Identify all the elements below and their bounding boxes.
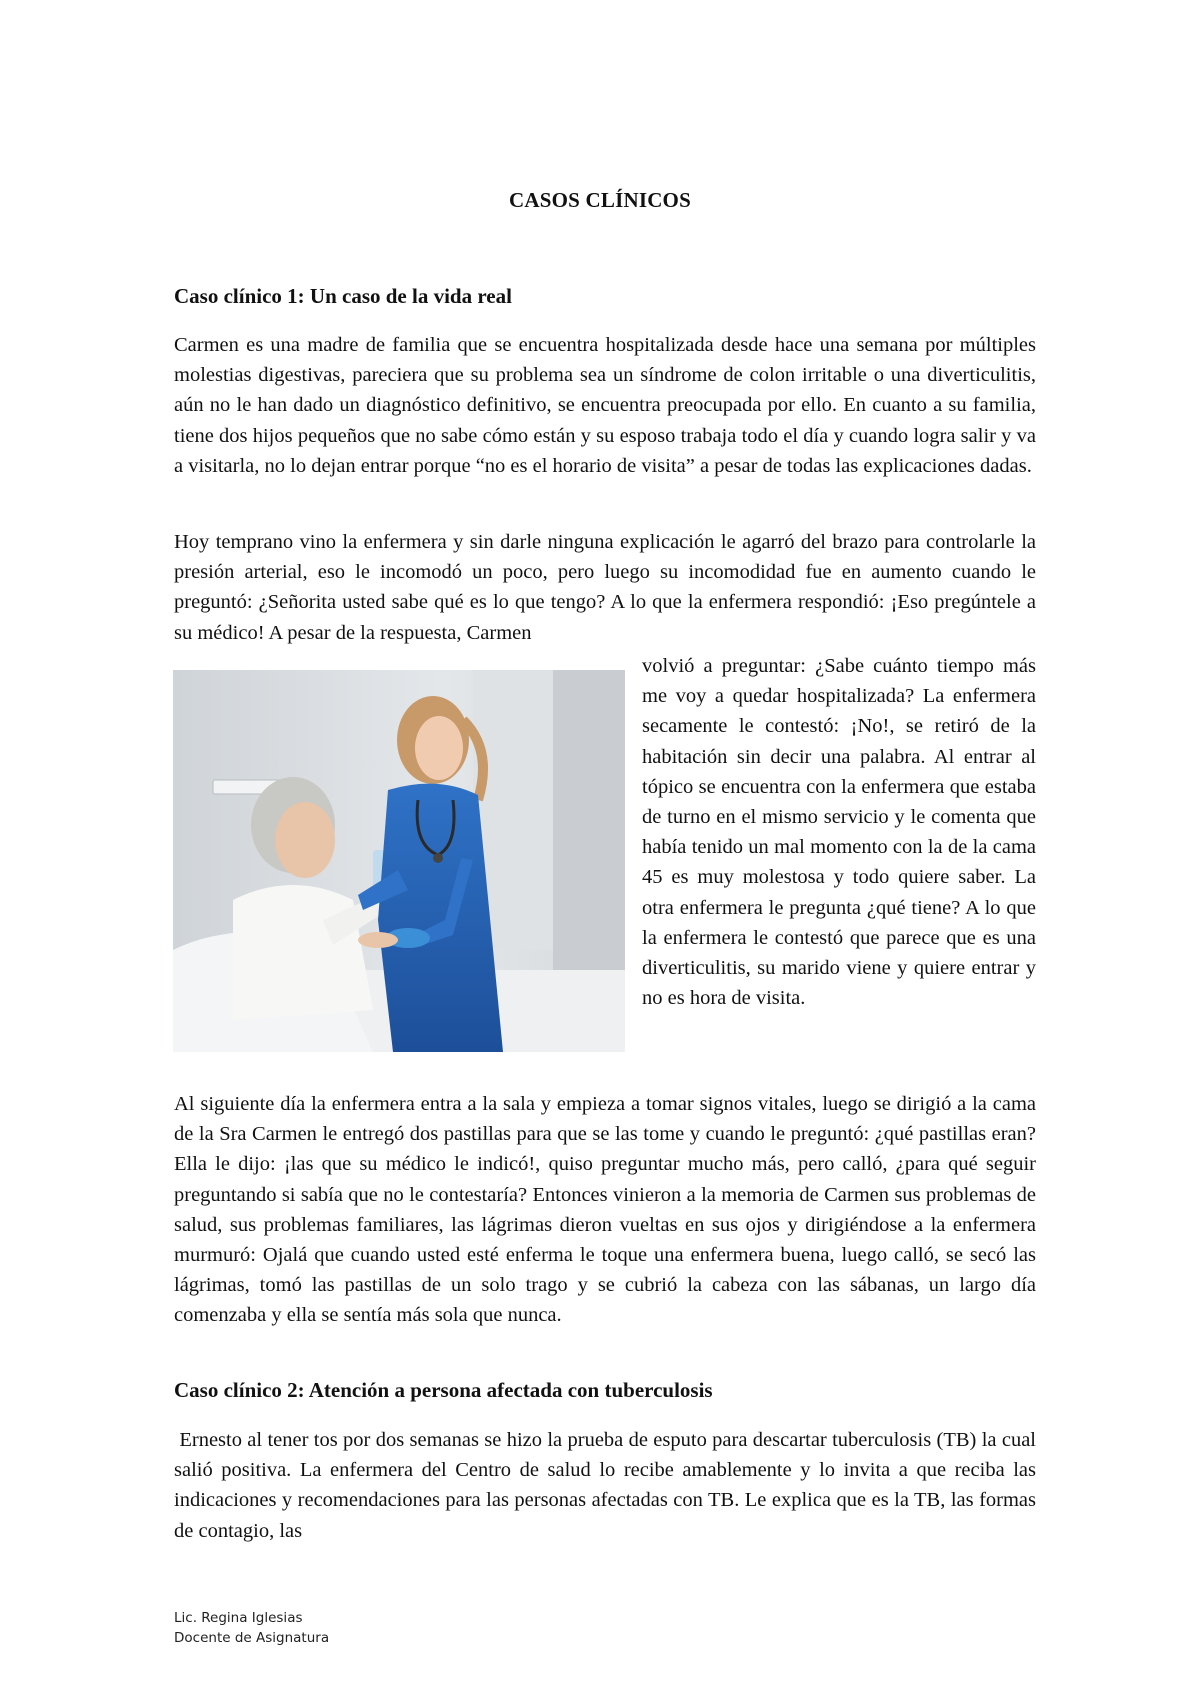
case1-paragraph-1: Carmen es una madre de familia que se encuentra hospitalizada desde hace una semana por múltiples molestias digestivas, pareciera que su problema sea un síndrome de colon irritable o una diverticulitis, aún no le han dado un diagnóstico definitivo, se encuentra preocupada por ello. En cuanto a su familia, tiene dos hijos pequeños que no sabe cómo están y su esposo trabaja todo el día y cuando logra salir y va a visitarla, no lo dejan entrar porque “no es el horario de visita” a pesar de todas las explicaciones dadas. bbox=[174, 334, 1036, 477]
nurse-patient-photo bbox=[173, 670, 625, 1052]
case1-paragraph-2-wrap: volvió a preguntar: ¿Sabe cuánto tiempo más me voy a quedar hospitalizada? La enfermera secamente le contestó: ¡No!, se retiró de la habitación sin decir una palabra. Al entrar al tópico se encuentra con la enfermera que estaba de turno en el mismo servicio y le comenta que había tenido un mal momento con la de la cama 45 es muy molestosa y todo quiere saber. La otra enfermera le pregunta ¿qué tiene? A lo que la enfermera le contestó que parece que es una diverticulitis, su marido viene y quiere entrar y no es hora de visita. bbox=[642, 655, 1036, 1010]
case2-heading: Caso clínico 2: Atención a persona afectada con tuberculosis bbox=[174, 1378, 713, 1402]
document-title: CASOS CLÍNICOS bbox=[509, 188, 691, 212]
footer-author: Lic. Regina Iglesias bbox=[174, 1610, 303, 1626]
case1-paragraph-3: Al siguiente día la enfermera entra a la sala y empieza a tomar signos vitales, luego se dirigió a la cama de la Sra Carmen le entregó dos pastillas para que se las tome y cuando le preguntó: ¿qué pastillas eran? Ella le dijo: ¡las que su médico le indicó!, quiso preguntar mucho más, pero calló, ¿para qué seguir preguntando si sabía que no le contestaría? Entonces vinieron a la memoria de Carmen sus problemas de salud, sus problemas familiares, las lágrimas dieron vueltas en sus ojos y dirigiéndose a la enfermera murmuró: Ojalá que cuando usted esté enferma le toque una enfermera buena, luego calló, se secó las lágrimas, tomó las pastillas de un solo trago y se cubrió la cabeza con las sábanas, un largo día comenzaba y ella se sentía más sola que nunca. bbox=[174, 1093, 1036, 1327]
case1-paragraph-2-top: Hoy temprano vino la enfermera y sin darle ninguna explicación le agarró del brazo para controlarle la presión arterial, eso le incomodó un poco, pero luego su incomodidad fue en aumento cuando le preguntó: ¿Señorita usted sabe qué es lo que tengo? A lo que la enfermera respondió: ¡Eso pregúntele a su médico! A pesar de la respuesta, Carmen bbox=[174, 531, 1036, 644]
case2-paragraph-1: Ernesto al tener tos por dos semanas se hizo la prueba de esputo para descartar tuberculosis (TB) la cual salió positiva. La enfermera del Centro de salud lo recibe amablemente y lo invita a que reciba las indicaciones y recomendaciones para las personas afectadas con TB. Le explica que es la TB, las formas de contagio, las bbox=[174, 1429, 1042, 1542]
case1-heading: Caso clínico 1: Un caso de la vida real bbox=[174, 284, 512, 308]
footer-role: Docente de Asignatura bbox=[174, 1630, 330, 1646]
